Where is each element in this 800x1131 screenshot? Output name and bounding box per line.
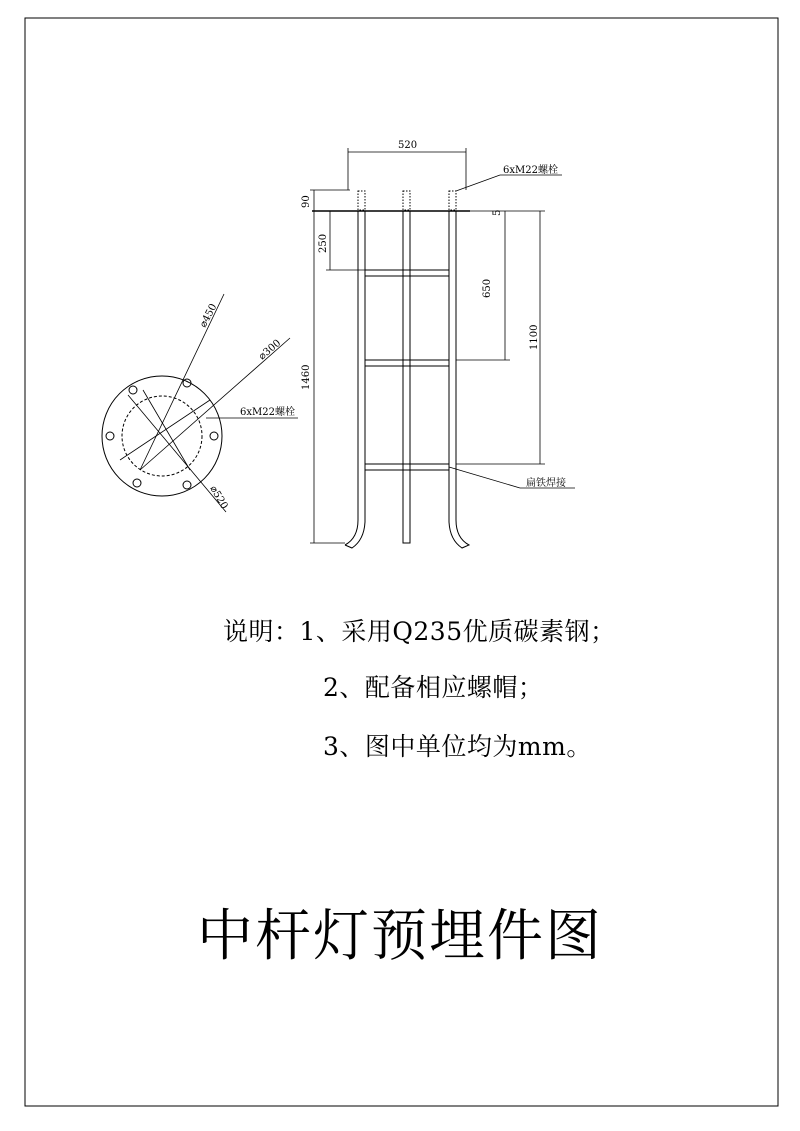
elevation-labels [301, 140, 566, 489]
anchor-rod-middle [403, 211, 410, 543]
label-weld: 扁铁焊接 [526, 478, 566, 489]
bolt-hole [210, 432, 218, 440]
dim-250: 250 [318, 233, 329, 253]
bolt-hole [183, 481, 191, 489]
note-line-2: 2、配备相应螺帽； [323, 673, 544, 702]
drawing-title: 中杆灯预埋件图 [197, 904, 603, 969]
plan-label-bolts: 6xM22螺栓 [240, 407, 295, 418]
label-bolts: 6xM22螺栓 [503, 165, 558, 176]
dim-1460: 1460 [301, 364, 312, 390]
anchor-rod-left [345, 211, 365, 548]
dim-650: 650 [482, 278, 493, 298]
dim-5: 5 [492, 209, 503, 216]
plan-dim-d300: ⌀300 [256, 337, 284, 363]
bolt-thread-left [358, 191, 365, 210]
elevation-view [312, 191, 470, 548]
dim-1100: 1100 [529, 324, 540, 350]
bolt-thread-right [449, 191, 456, 210]
dim-width-520: 520 [398, 140, 418, 151]
plan-dim-d450: ⌀450 [197, 302, 220, 330]
plan-dim-d520: ⌀520 [207, 484, 230, 512]
flat-bar-ring-1 [365, 270, 449, 276]
flat-bar-ring-2 [365, 360, 449, 366]
flat-bar-ring-3 [365, 464, 449, 470]
anchor-rod-right [449, 211, 469, 548]
dim-90: 90 [301, 195, 312, 208]
plan-view [102, 294, 298, 512]
bolt-hole [129, 386, 137, 394]
bolt-hole [106, 432, 114, 440]
bolt-thread-middle [403, 191, 410, 210]
bolt-hole [133, 479, 141, 487]
note-line-3: 3、图中单位均为mm。 [323, 732, 592, 761]
note-line-1: 说明：1、采用Q235优质碳素钢； [223, 617, 616, 646]
